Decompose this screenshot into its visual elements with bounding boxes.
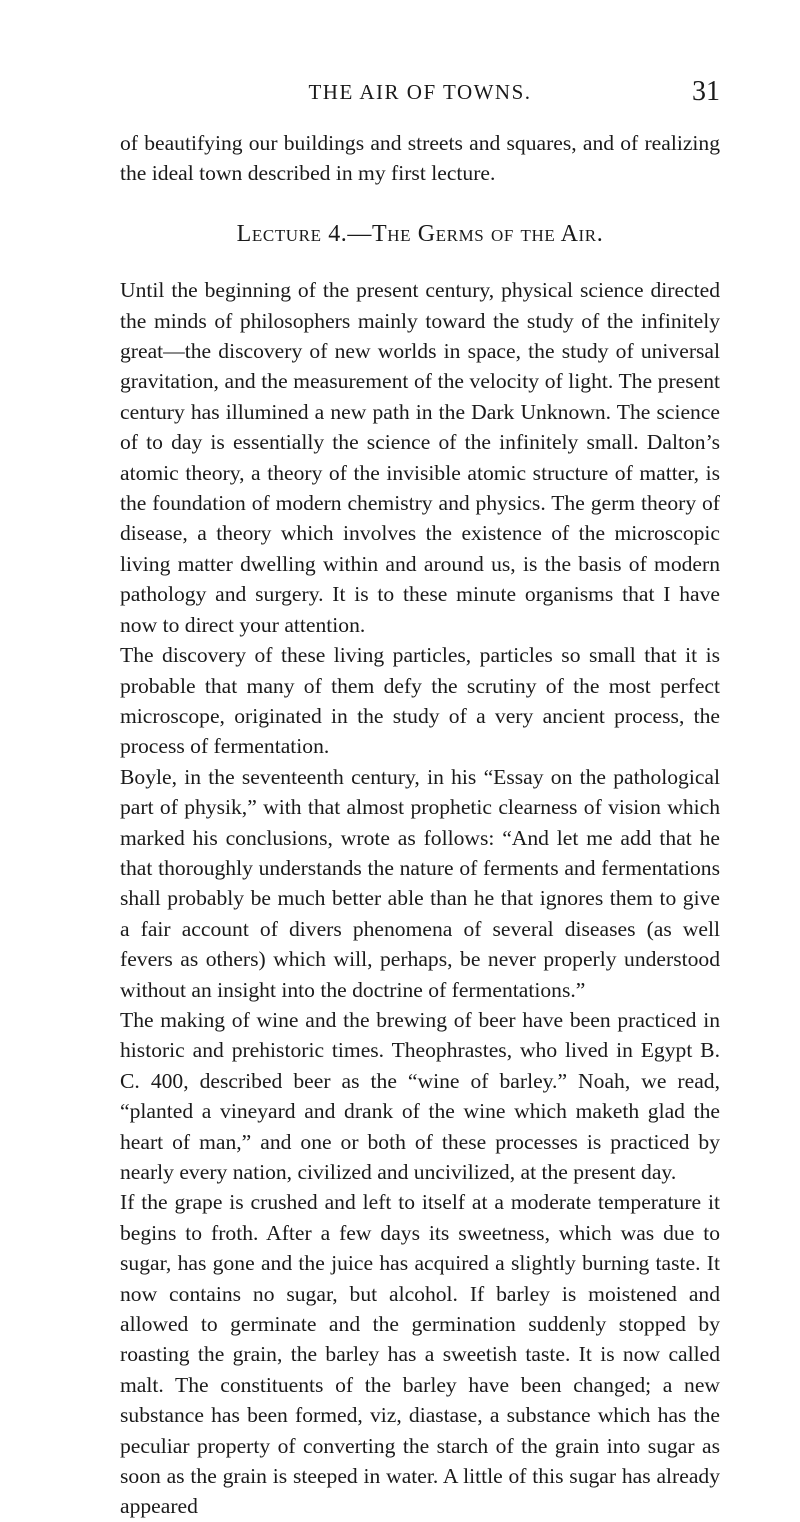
paragraph: If the grape is crushed and left to itself at a moderate temperature it begins to froth. After a few days its sweetness, which was due to sugar, has gone and the juice has acquired a slightly burning taste. It now contains no sugar, but alcohol. If barley is moistened and allowed to germinate and the germination suddenly stopped by roasting the grain, the barley has a sweetish taste. It is now called malt. The constituents of the barley have been changed; a new substance has been formed, viz, diastase, a substance which has the peculiar property of converting the starch of the grain into sugar as soon as the grain is steeped in water. A little of this sugar has already appeared (120, 1190, 720, 1519)
page-header (120, 76, 720, 120)
paragraph: The making of wine and the brewing of beer have been practiced in historic and prehistoric times. Theophrastes, who lived in Egypt B. C. 400, described beer as the “wine of barley.” Noah, we read, “planted a vineyard and drank of the wine which maketh glad the heart of man,” and one or both of these processes is practiced by nearly every nation, civilized and uncivilized, at the present day. (120, 1007, 720, 1184)
paragraph: The discovery of these living particles, particles so small that it is probable that many of them defy the scrutiny of the most perfect microscope, originated in the study of a very ancient process, the process of fermentation. (120, 643, 720, 759)
paragraph: Boyle, in the seventeenth century, in his “Essay on the pathological part of physik,” with that almost prophetic clearness of vision which marked his conclusions, wrote as follows: “And let me add that he that thoroughly understands the nature of ferments and fermentations shall probably be much better able than he that ignores them to give a fair account of divers phenomena of several diseases (as well fevers as others) which will, perhaps, be never properly understood without an insight into the doctrine of fermentations.” (120, 764, 720, 1002)
section-heading: Lecture 4.—The Germs of the Air. (236, 220, 604, 247)
page-number: 31 (692, 76, 720, 107)
running-head: THE AIR OF TOWNS. (308, 80, 532, 104)
page-body (120, 128, 720, 1522)
paragraph: Until the beginning of the present century, physical science directed the minds of philosophers mainly toward the study of the infinitely great—the discovery of new worlds in space, the study of universal gravitation, and the measurement of the velocity of light. The present century has illumined a new path in the Dark Unknown. The science of to day is essentially the science of the infinitely small. Dalton’s atomic theory, a theory of the invisible atomic structure of matter, is the foundation of modern chemistry and physics. The germ theory of disease, a theory which involves the existence of the microscopic living matter dwelling within and around us, is the basis of modern pathology and surgery. It is to these minute organisms that I have now to direct your attention. (120, 278, 720, 637)
paragraph-continued: of beautifying our buildings and streets and squares, and of realizing the ideal town described in my first lecture. (120, 131, 720, 186)
